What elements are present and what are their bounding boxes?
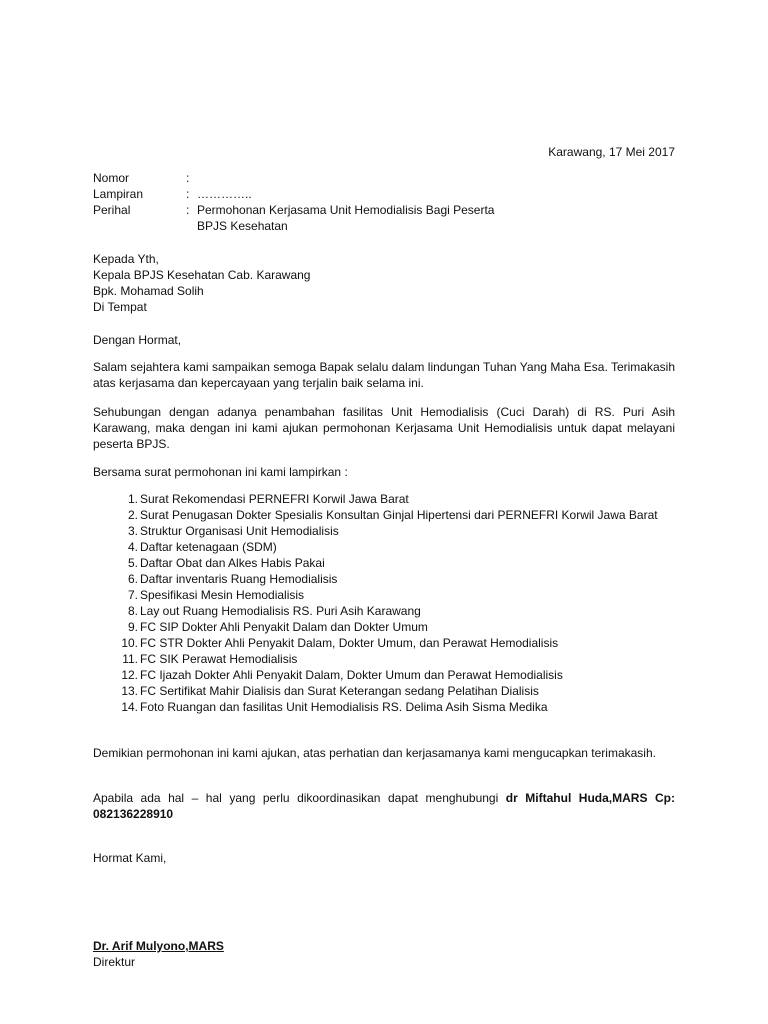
attachments-list	[93, 491, 675, 715]
signer-name: Dr. Arif Mulyono,MARS	[93, 939, 224, 953]
recipient-line: Bpk. Mohamad Solih	[93, 284, 204, 298]
list-item	[93, 539, 675, 555]
list-item-text: Daftar ketenagaan (SDM)	[140, 540, 277, 554]
meta-perihal-value: Permohonan Kerjasama Unit Hemodialisis Bagi Peserta	[197, 203, 495, 217]
list-item-text: FC SIK Perawat Hemodialisis	[140, 652, 298, 666]
list-item-text: Daftar inventaris Ruang Hemodialisis	[140, 572, 338, 586]
salutation: Dengan Hormat,	[93, 333, 182, 347]
list-item-number: 3.	[127, 524, 138, 538]
signature-block	[93, 938, 224, 970]
list-item-number: 11.	[122, 652, 138, 666]
meta-perihal-row	[93, 202, 675, 218]
paragraph-closing-thanks: Demikian permohonan ini kami ajukan, atas perhatian dan kerjasamanya kami mengucapkan terimakasih.	[93, 746, 656, 760]
list-item-number: 9.	[127, 620, 138, 634]
meta-lampiran-colon: :	[186, 187, 190, 201]
list-item-number: 12.	[121, 668, 138, 682]
list-item-number: 14.	[121, 700, 138, 714]
signer-title: Direktur	[93, 955, 136, 969]
list-item	[93, 651, 675, 667]
list-item-text: Surat Rekomendasi PERNEFRI Korwil Jawa Barat	[140, 492, 409, 506]
contact-person: dr Miftahul Huda,MARS Cp: 082136228910	[93, 791, 675, 821]
list-item-number: 8.	[127, 604, 138, 618]
list-item	[93, 667, 675, 683]
closing-salutation: Hormat Kami,	[93, 851, 167, 865]
paragraph-attachments-intro: Bersama surat permohonan ini kami lampirkan :	[93, 465, 348, 479]
list-item-number: 6.	[127, 572, 138, 586]
list-item-number: 7.	[127, 588, 138, 602]
list-item	[93, 571, 675, 587]
list-item	[93, 619, 675, 635]
meta-nomor-label: Nomor	[93, 171, 130, 185]
paragraph-greeting: Salam sejahtera kami sampaikan semoga Bapak selalu dalam lindungan Tuhan Yang Maha Esa. Terimakasih atas kerjasama dan kepercayaan yang terjalin baik selama ini.	[93, 360, 675, 390]
recipient-address	[93, 251, 310, 315]
meta-perihal-colon: :	[186, 203, 190, 217]
list-item	[93, 603, 675, 619]
list-item	[93, 491, 675, 507]
recipient-line: Kepala BPJS Kesehatan Cab. Karawang	[93, 268, 311, 282]
list-item-text: Spesifikasi Mesin Hemodialisis	[140, 588, 305, 602]
list-item-number: 13.	[121, 684, 138, 698]
list-item-text: Surat Penugasan Dokter Spesialis Konsultan Ginjal Hipertensi dari PERNEFRI Korwil Jawa Barat	[140, 508, 658, 522]
list-item-number: 4.	[127, 540, 138, 554]
list-item	[93, 683, 675, 699]
meta-nomor-value	[197, 170, 675, 186]
recipient-line: Di Tempat	[93, 300, 147, 314]
list-item	[93, 523, 675, 539]
list-item-text: Struktur Organisasi Unit Hemodialisis	[140, 524, 339, 538]
list-item-number: 5.	[127, 556, 138, 570]
list-item	[93, 587, 675, 603]
letter-date: Karawang, 17 Mei 2017	[548, 145, 675, 159]
meta-lampiran-label: Lampiran	[93, 187, 144, 201]
list-item-text: Lay out Ruang Hemodialisis RS. Puri Asih Karawang	[140, 604, 421, 618]
list-item	[93, 699, 675, 715]
list-item-text: Daftar Obat dan Alkes Habis Pakai	[140, 556, 325, 570]
list-item	[93, 507, 675, 523]
meta-lampiran-value: …………..	[197, 187, 252, 201]
meta-nomor-row	[93, 170, 675, 186]
list-item-text: FC Sertifikat Mahir Dialisis dan Surat Keterangan sedang Pelatihan Dialisis	[140, 684, 539, 698]
paragraph-request: Sehubungan dengan adanya penambahan fasilitas Unit Hemodialisis (Cuci Darah) di RS. Puri Asih Karawang, maka dengan ini kami ajukan permohonan Kerjasama Unit Hemodialisis untuk dapat melayani peserta BPJS.	[93, 405, 675, 451]
list-item-number: 10.	[121, 636, 138, 650]
list-item	[93, 635, 675, 651]
meta-perihal-value-cont: BPJS Kesehatan	[197, 219, 288, 233]
list-item-number: 2.	[127, 508, 138, 522]
list-item-text: FC SIP Dokter Ahli Penyakit Dalam dan Dokter Umum	[140, 620, 428, 634]
recipient-line: Kepada Yth,	[93, 252, 159, 266]
list-item-text: FC Ijazah Dokter Ahli Penyakit Dalam, Dokter Umum dan Perawat Hemodialisis	[140, 668, 563, 682]
meta-perihal-label: Perihal	[93, 203, 131, 217]
list-item-text: Foto Ruangan dan fasilitas Unit Hemodialisis RS. Delima Asih Sisma Medika	[140, 700, 548, 714]
list-item-number: 1.	[127, 492, 138, 506]
meta-lampiran-row	[93, 186, 675, 202]
list-item-text: FC STR Dokter Ahli Penyakit Dalam, Dokter Umum, dan Perawat Hemodialisis	[140, 636, 559, 650]
meta-nomor-colon: :	[186, 171, 190, 185]
contact-prefix: Apabila ada hal – hal yang perlu dikoordinasikan dapat menghubungi	[93, 791, 506, 805]
paragraph-contact	[93, 790, 675, 822]
letter-meta	[93, 170, 675, 234]
list-item	[93, 555, 675, 571]
